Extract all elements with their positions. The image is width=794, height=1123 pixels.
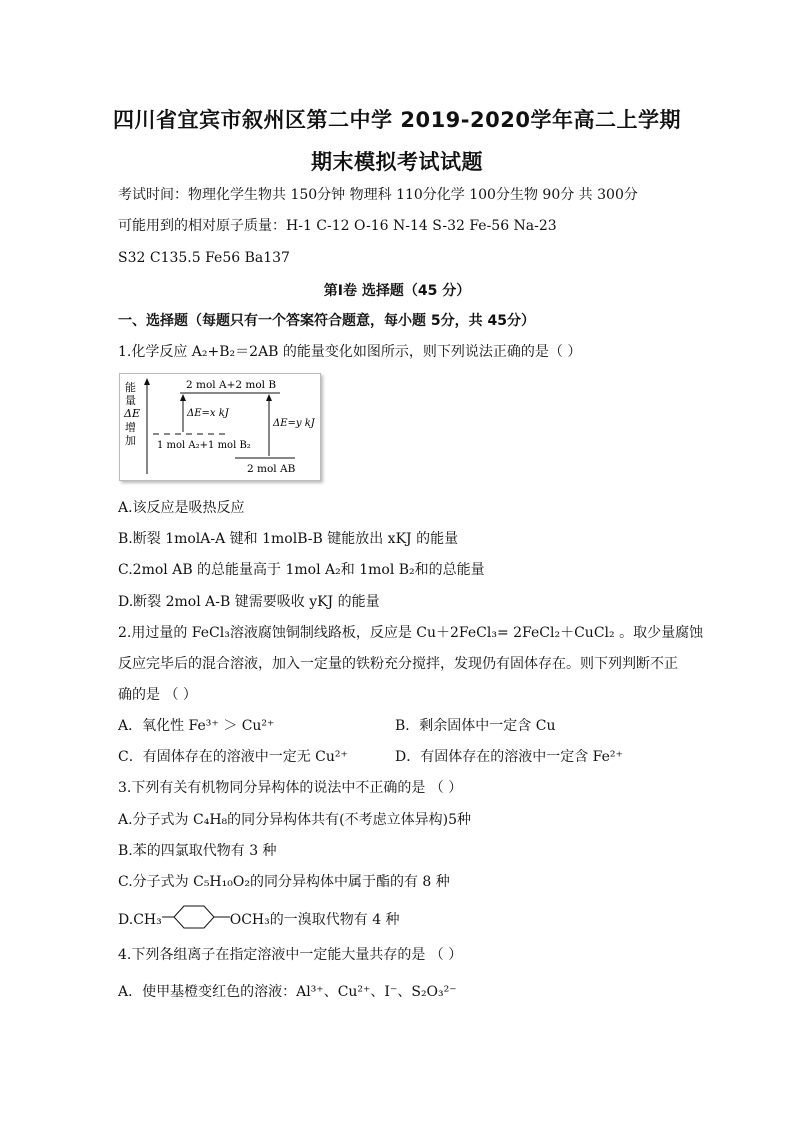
q2-option-c: C．有固体存在的溶液中一定无 Cu²⁺ (118, 749, 348, 765)
q3-option-c: C.分子式为 C₅H₁₀O₂的同分异构体中属于酯的有 8 种 (118, 874, 450, 890)
delta-x-arrowhead (180, 394, 186, 401)
q2-stem-line1: 2.用过量的 FeCl₃溶液腐蚀铜制线路板，反应是 Cu＋2FeCl₃= 2FeCl₂＋CuCl₂ 。取少量腐蚀 (118, 625, 704, 641)
mid-level-label: 1 mol A₂+1 mol B₂ (157, 440, 251, 451)
q3-option-a: A.分子式为 C₄H₈的同分异构体共有(不考虑立体异构)5种 (118, 812, 471, 828)
y-axis-label-2: 量 (125, 394, 136, 407)
delta-y-arrowhead (266, 394, 272, 401)
q2-stem-line2: 反应完毕后的混合溶液，加入一定量的铁粉充分搅拌，发现仍有固体存在。则下列判断不正 (118, 656, 678, 672)
exam-title-line1: 四川省宜宾市叙州区第二中学 2019-2020学年高二上学期 (113, 108, 681, 132)
top-level-label: 2 mol A+2 mol B (186, 379, 277, 391)
q4-stem: 4.下列各组离子在指定溶液中一定能大量共存的是 （ ） (118, 947, 463, 963)
y-axis-label-5: 加 (125, 434, 136, 447)
exam-title-line2: 期末模拟考试试题 (311, 150, 483, 174)
q1-option-d: D.断裂 2mol A-B 键需要吸收 yKJ 的能量 (118, 594, 380, 610)
section-heading: 第Ⅰ卷 选择题（45 分） (323, 283, 471, 299)
benzene-ring-structure (162, 904, 230, 936)
delta-y-label: ΔE=y kJ (273, 418, 315, 429)
y-axis-arrow (144, 378, 150, 385)
q1-option-a: A.该反应是吸热反应 (118, 500, 245, 516)
q3-option-d (118, 904, 400, 930)
q1-stem: 1.化学反应 A₂+B₂＝2AB 的能量变化如图所示，则下列说法正确的是（ ） (118, 344, 582, 360)
bottom-level-label: 2 mol AB (247, 463, 296, 475)
q2-stem-line3: 确的是 （ ） (118, 687, 197, 703)
benzene-ring-svg (162, 904, 230, 930)
q3-option-d-right-group: OCH₃ (229, 912, 270, 928)
q2-option-a: A．氧化性 Fe³⁺ ＞ Cu²⁺ (118, 718, 275, 734)
q4-option-a: A．使甲基橙变红色的溶液：Al³⁺、Cu²⁺、I⁻、S₂O₃²⁻ (118, 984, 457, 1000)
q2-option-b: B．剩余固体中一定含 Cu (395, 718, 556, 734)
atomic-mass-line2: S32 C135.5 Fe56 Ba137 (118, 250, 290, 266)
y-axis-label-1: 能 (125, 381, 136, 394)
q3-stem: 3.下列有关有机物同分异构体的说法中不正确的是 （ ） (118, 780, 463, 796)
energy-diagram (119, 373, 321, 481)
y-axis-label-4: 增 (125, 421, 136, 434)
section-instruction: 一、选择题（每题只有一个答案符合题意，每小题 5分，共 45分） (118, 313, 535, 329)
q3-option-d-prefix: D. (118, 912, 134, 928)
q3-option-b: B.苯的四氯取代物有 3 种 (118, 843, 277, 859)
q2-option-d: D．有固体存在的溶液中一定含 Fe²⁺ (395, 749, 623, 765)
y-axis-label-3: ΔE (124, 407, 140, 420)
q3-option-d-left-group: CH₃ (133, 912, 162, 928)
q1-option-b: B.断裂 1molA-A 键和 1molB-B 键能放出 xKJ 的能量 (118, 531, 459, 547)
delta-x-label: ΔE=x kJ (187, 408, 229, 419)
atomic-mass-line1: 可能用到的相对原子质量：H-1 C-12 O-16 N-14 S-32 Fe-56 Na-23 (118, 218, 557, 234)
exam-time-info: 考试时间：物理化学生物共 150分钟 物理科 110分化学 100分生物 90分 共 300分 (118, 187, 638, 203)
benzene-hexagon (174, 906, 214, 928)
energy-diagram-svg (120, 374, 320, 480)
q1-option-c: C.2mol AB 的总能量高于 1mol A₂和 1mol B₂和的总能量 (118, 562, 485, 578)
q3-option-d-suffix: 的一溴取代物有 4 种 (269, 912, 400, 928)
